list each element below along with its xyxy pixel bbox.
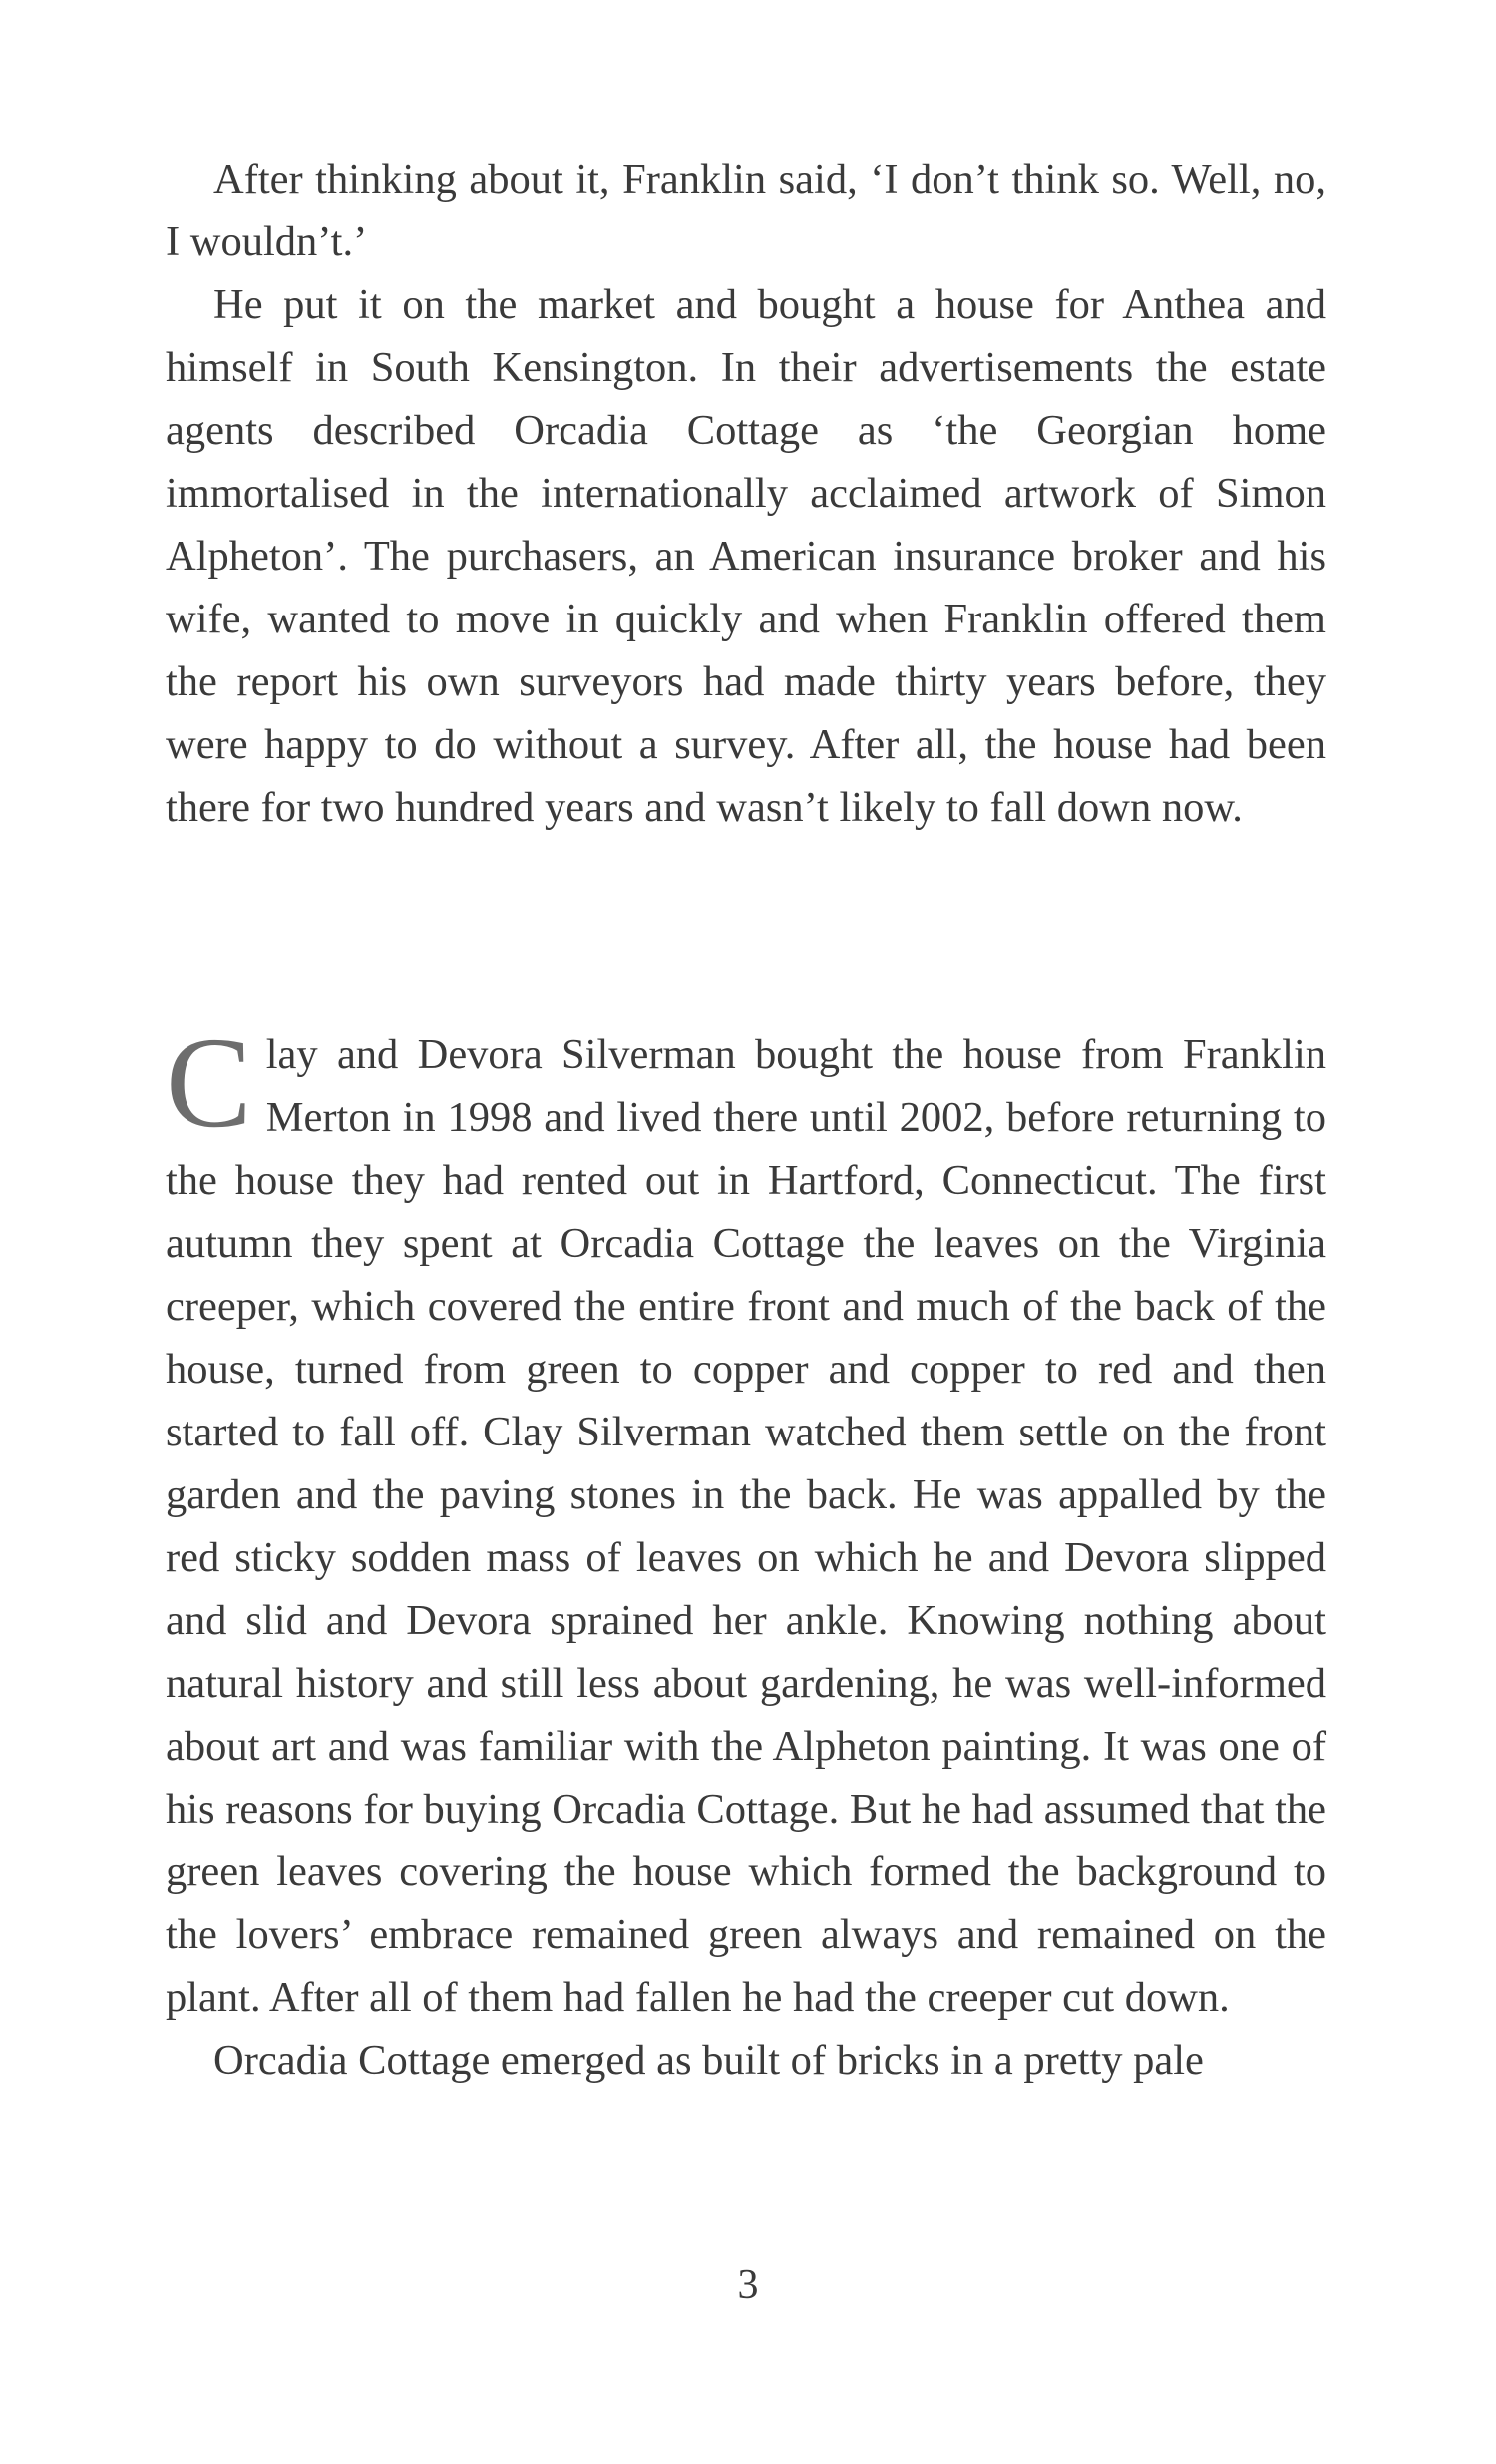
page-number: 3 [737, 2262, 759, 2308]
paragraph-franklin-reply: After thinking about it, Franklin said, ‘I don’t think so. Well, no, I wouldn’t.’ [166, 156, 1326, 265]
paragraph-sale-of-cottage: He put it on the market and bought a house for Anthea and himself in South Kensington. In their advertisements the estate agents described Orcadia Cottage as ‘the Georgian home immortalised in the internationally acclaimed artwork of Simon Alpheton’. The purchasers, an American insurance broker and his wife, wanted to move in quickly and when Franklin offered them the report his own surveyors had made thirty years before, they were happy to do without a survey. After all, the house had been there for two hundred years and wasn’t likely to fall down now. [166, 281, 1326, 831]
paragraph-silverman-creeper [166, 1012, 1326, 2029]
paragraph-silverman-text: lay and Devora Silverman bought the house from Franklin Merton in 1998 and lived there until 2002, before returning to the house they had rented out in Hartford, Connecticut. The first autumn they spent at Orcadia Cottage the leaves on the Virginia creeper, which covered the entire front and much of the back of the house, turned from green to copper and copper to red and then started to fall off. Clay Silverman watched them settle on the front garden and the paving stones in the back. He was appalled by the red sticky sodden mass of leaves on which he and Devora slipped and slid and Devora sprained her ankle. Knowing nothing about natural history and still less about gardening, he was well-informed about art and was familiar with the Alpheton painting. It was one of his reasons for buying Orcadia Cottage. But he had assumed that the green leaves covering the house which formed the background to the lovers’ embrace remained green always and remained on the plant. After all of them had fallen he had the creeper cut down. [166, 1031, 1326, 2021]
section-one [166, 148, 1326, 839]
paragraph-cottage-emerged: Orcadia Cottage emerged as built of bricks in a pretty pale [213, 2037, 1204, 2084]
section-two [166, 1012, 1326, 2092]
drop-cap: C [166, 1012, 252, 1155]
